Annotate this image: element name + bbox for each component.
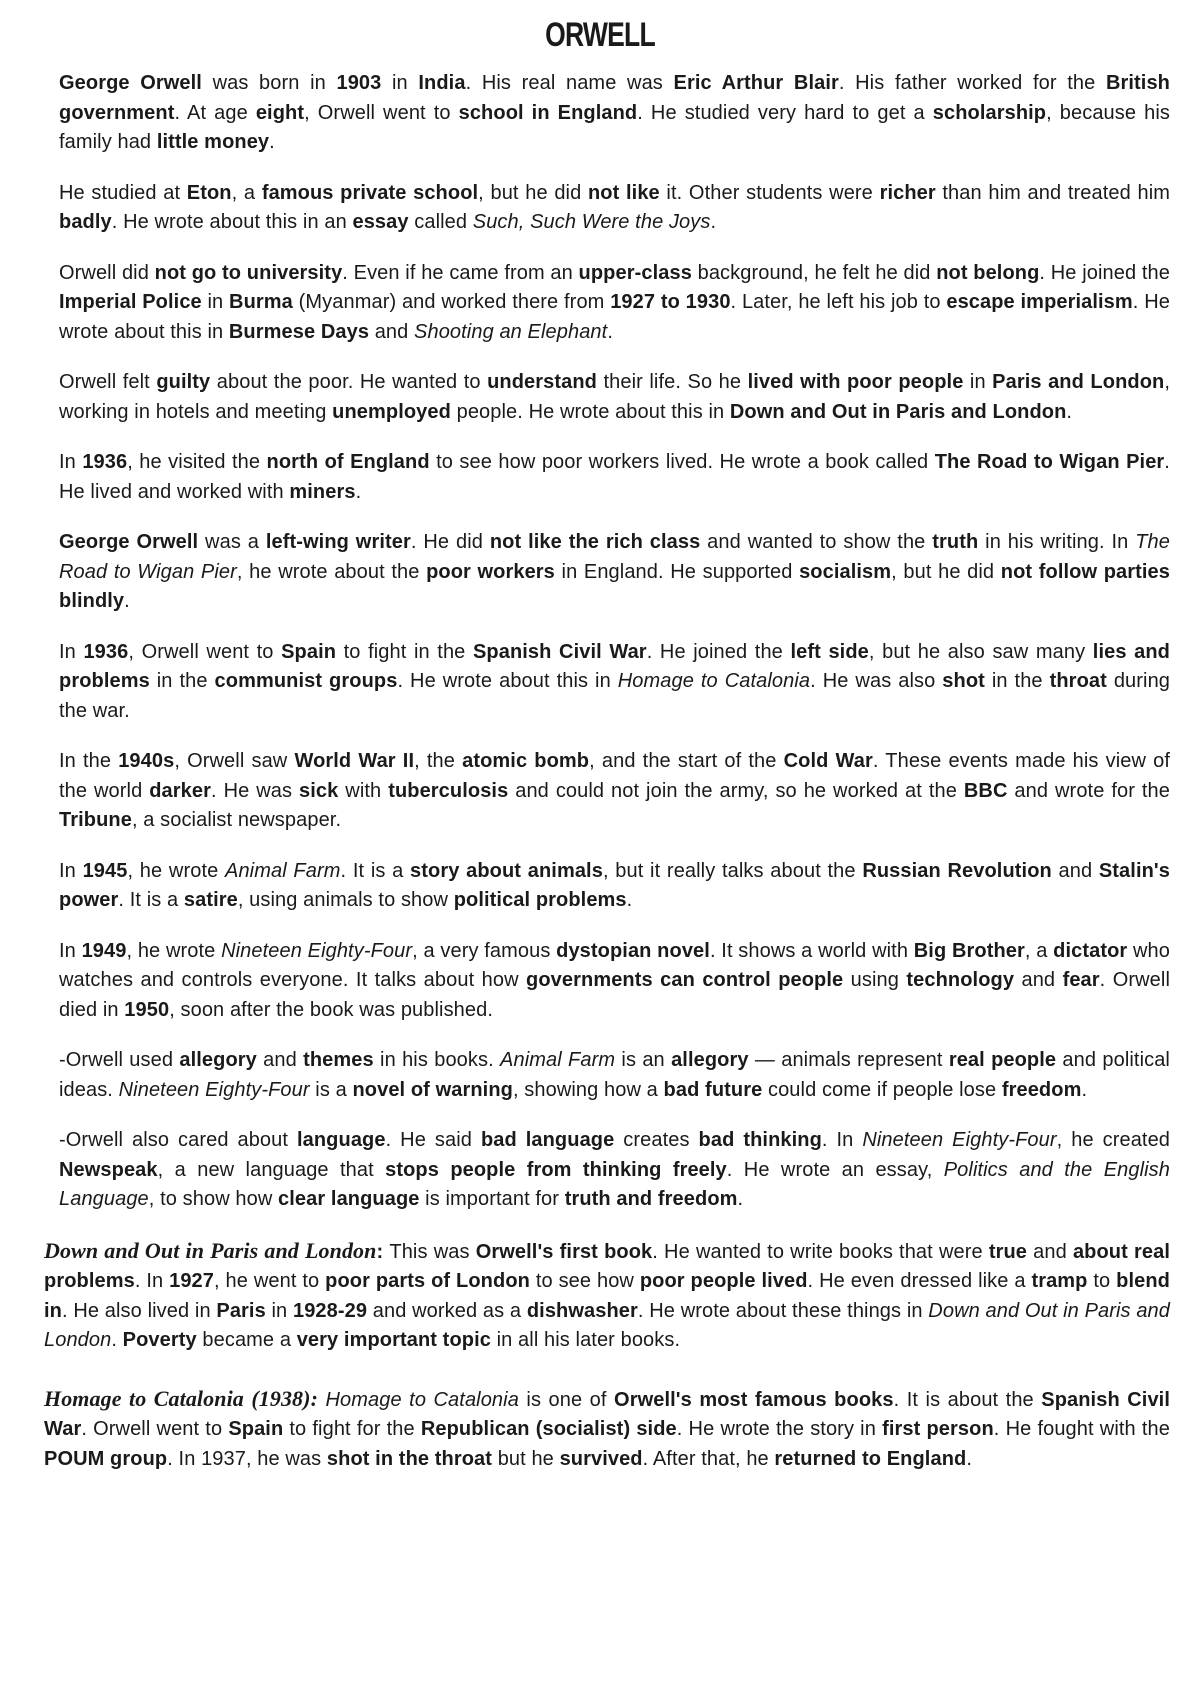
text-run: -Orwell also cared about [59, 1129, 297, 1151]
paragraph [0, 368, 1200, 427]
text-run: was born in [201, 72, 337, 94]
text-run: badly [59, 211, 112, 233]
text-run: . He wrote about these things in [637, 1299, 929, 1322]
text-run: is a [309, 1078, 353, 1101]
text-run: In [59, 939, 82, 962]
text-run: In [59, 859, 83, 882]
text-run: than him and treated him [935, 181, 1171, 204]
text-run: called [408, 211, 473, 233]
text-run: . At age [174, 101, 256, 124]
text-run: and worked as a [367, 1299, 527, 1322]
text-run: Republican (socialist) side [420, 1418, 677, 1440]
text-run: not like the rich class [489, 531, 701, 553]
text-run: bad future [663, 1078, 763, 1101]
text-run: Nineteen Eighty-Four [221, 939, 413, 962]
text-run: governments can control people [526, 969, 844, 991]
text-run: in his writing. In [978, 531, 1136, 553]
text-run: richer [879, 181, 936, 204]
text-run: in [381, 72, 419, 94]
text-run: left side [790, 640, 869, 663]
text-run: , a socialist newspaper. [131, 809, 342, 831]
text-run: 1936 [83, 640, 129, 663]
text-run: . [626, 889, 633, 911]
text-run: 1927 [169, 1270, 215, 1292]
text-run: and could not join the army, so he worked at the [508, 779, 964, 802]
text-run: in all his later books. [490, 1329, 681, 1351]
text-run: truth [932, 531, 979, 553]
text-run: became a [196, 1329, 297, 1351]
text-run: . [710, 211, 717, 233]
text-run: tramp [1031, 1270, 1088, 1292]
text-run: BBC [963, 779, 1008, 802]
text-run: . He lived and worked with [59, 451, 1170, 503]
text-run: and [1014, 969, 1063, 991]
text-run: , soon after the book was published. [169, 998, 494, 1021]
text-run: . He wrote about this in [59, 291, 1170, 343]
text-run: Paris and London [992, 371, 1165, 393]
text-run: . In [134, 1270, 170, 1292]
text-run: is one of [518, 1388, 615, 1411]
section-heading: Down and Out in Paris and London [44, 1237, 377, 1263]
text-run: scholarship [932, 101, 1047, 124]
text-run: Down and Out in Paris and London [44, 1299, 1171, 1351]
text-run: unemployed [332, 400, 451, 423]
text-run: Animal Farm [225, 859, 341, 882]
text-run: Orwell's first book [475, 1240, 653, 1263]
text-run: . [355, 480, 362, 503]
text-run: In the [59, 750, 119, 772]
text-run: , a [1024, 939, 1054, 962]
page-title: ORWELL [545, 16, 655, 54]
text-run: bad language [480, 1129, 615, 1151]
text-run: The Road to Wigan Pier [59, 531, 1170, 583]
text-run: George Orwell [59, 72, 202, 94]
paragraph [0, 937, 1200, 1026]
text-run: . He studied very hard to get a [637, 101, 933, 124]
text-run: . He was also [810, 670, 943, 692]
text-run: , Orwell went to [304, 101, 459, 124]
text-run: eight [255, 101, 305, 124]
text-run: 1903 [336, 72, 382, 94]
text-run: very important topic [296, 1329, 491, 1351]
text-run: clear language [278, 1188, 420, 1210]
text-run: . Later, he left his job to [730, 291, 947, 313]
text-run: Nineteen Eighty-Four [862, 1129, 1057, 1151]
text-run: their life. So he [597, 371, 748, 393]
text-run: . He wrote about this in an [111, 211, 353, 233]
text-run: north of England [266, 451, 430, 473]
paragraph [0, 638, 1200, 727]
section-heading: Homage to Catalonia (1938): [44, 1385, 318, 1411]
text-run: Spain [281, 640, 337, 663]
text-run: blend in [44, 1270, 1170, 1322]
text-run: -Orwell used [59, 1049, 180, 1071]
text-run: . [737, 1188, 744, 1210]
text-run: in England. He supported [554, 560, 800, 583]
text-run: returned to England [774, 1447, 967, 1470]
text-run: throat [1049, 670, 1107, 692]
text-run: in [963, 371, 993, 393]
text-run: and political ideas. [59, 1049, 1170, 1101]
text-run: Paris [216, 1299, 266, 1322]
text-run: to fight in the [336, 640, 473, 663]
text-run: upper-class [578, 261, 692, 284]
text-run: and [1027, 1240, 1073, 1263]
text-run: Down and Out in Paris and London [729, 400, 1067, 423]
text-run: creates [614, 1129, 699, 1151]
text-run: allegory [671, 1049, 749, 1071]
text-run: school in England [458, 101, 638, 124]
text-run: Eton [186, 181, 232, 204]
text-run: during the war. [59, 670, 1171, 722]
text-run: background, he felt he did [691, 261, 937, 284]
text-run: with [338, 779, 389, 802]
text-run: — animals represent [748, 1049, 949, 1071]
text-run: 1928-29 [292, 1299, 368, 1322]
text-run: stops people from thinking freely [385, 1158, 727, 1181]
text-run: , the [414, 750, 463, 772]
text-run: . He also lived in [61, 1299, 217, 1322]
text-run: understand [487, 371, 597, 393]
text-run: survived [559, 1447, 643, 1470]
text-run: . It is a [118, 889, 184, 911]
paragraph [0, 69, 1200, 158]
book-sections [0, 1236, 1200, 1475]
text-run: dictator [1053, 939, 1128, 962]
text-run: lived with poor people [747, 371, 964, 393]
text-run: Tribune [59, 809, 132, 831]
text-run: , he wrote [127, 859, 226, 882]
text-run: Homage to Catalonia [617, 670, 811, 692]
text-run: : [376, 1240, 390, 1263]
text-run: Spanish Civil War [472, 640, 647, 663]
text-run: In [59, 640, 84, 663]
text-run: Spanish Civil War [44, 1388, 1170, 1440]
paragraph [0, 747, 1200, 836]
text-run: , a new language that [157, 1158, 386, 1181]
text-run: . [1066, 400, 1073, 423]
text-run: In [59, 451, 83, 473]
text-run: 1945 [82, 859, 128, 882]
text-run: . It shows a world with [709, 939, 914, 962]
paragraph [0, 857, 1200, 916]
text-run: essay [352, 211, 409, 233]
text-run: . He did [410, 531, 490, 553]
text-run: . These events made his view of the world [59, 750, 1171, 802]
text-run: Eric Arthur Blair [673, 72, 839, 94]
text-run: , he went to [214, 1270, 326, 1292]
text-run: Orwell felt [59, 371, 157, 393]
text-run: . He wanted to write books that were [652, 1240, 989, 1263]
text-run: and [1051, 859, 1099, 882]
text-run: . [269, 131, 275, 153]
text-run: This was [389, 1240, 476, 1263]
text-run: left-wing writer [265, 531, 411, 553]
text-run: in his books. [373, 1049, 501, 1071]
text-run: Orwell's most famous books [614, 1388, 894, 1411]
text-run: and wrote for the [1007, 779, 1170, 802]
paragraph [0, 259, 1200, 348]
text-run: . He was [211, 779, 300, 802]
text-run: and [256, 1049, 304, 1071]
text-run: , he created [1056, 1129, 1171, 1151]
text-run: , showing how a [512, 1078, 664, 1101]
text-run: . Even if he came from an [342, 261, 579, 284]
text-run: in [201, 291, 230, 313]
text-run: . He wrote an essay, [726, 1158, 944, 1181]
text-run: language [296, 1129, 386, 1151]
text-run: . His real name was [465, 72, 674, 94]
text-run: Russian Revolution [862, 859, 1052, 882]
text-run: 1940s [118, 750, 175, 772]
text-run: satire [183, 889, 238, 911]
text-run: communist groups [214, 670, 398, 692]
text-run: The Road to Wigan Pier [934, 451, 1165, 473]
text-run: real people [948, 1049, 1057, 1071]
text-run: to fight for the [283, 1418, 421, 1440]
text-run: shot [942, 670, 985, 692]
text-run: . His father worked for the [838, 72, 1106, 94]
text-run: . He wrote about this in [397, 670, 618, 692]
text-run: not like [587, 181, 660, 204]
text-run: in the [984, 670, 1050, 692]
text-run: it. Other students were [659, 181, 880, 204]
text-run: , a very famous [412, 939, 557, 962]
text-run: poor workers [426, 560, 555, 583]
text-run: , he wrote about the [236, 560, 427, 583]
text-run: , using animals to show [237, 889, 454, 911]
text-run: atomic bomb [462, 750, 590, 772]
text-run: is important for [419, 1188, 565, 1210]
text-run: . He joined the [1039, 261, 1170, 284]
text-run: . It is about the [893, 1388, 1042, 1411]
text-run: poor parts of London [325, 1270, 530, 1292]
text-run: . Orwell went to [81, 1418, 229, 1440]
text-run: allegory [179, 1049, 257, 1071]
text-run: darker [149, 779, 211, 802]
text-run: , but he also saw many [868, 640, 1093, 663]
text-run: Shooting an Elephant [414, 320, 608, 343]
text-run: 1927 to 1930 [610, 291, 731, 313]
text-run: . In [821, 1129, 863, 1151]
text-run: World War II [294, 750, 415, 772]
text-run: . [966, 1447, 972, 1470]
text-run: 1950 [124, 998, 170, 1021]
paragraph [0, 448, 1200, 507]
text-run: 1949 [81, 939, 127, 962]
text-run: Cold War [783, 750, 873, 772]
text-run: , Orwell saw [174, 750, 295, 772]
text-run: , because his family had [59, 101, 1170, 153]
body-paragraphs [0, 69, 1200, 1215]
text-run: . [111, 1329, 123, 1351]
text-run: Animal Farm [500, 1049, 616, 1071]
text-run: poor people lived [639, 1270, 808, 1292]
text-run: people. He wrote about this in [450, 400, 730, 423]
text-run: . He fought with the [993, 1418, 1170, 1440]
text-run: . After that, he [642, 1447, 775, 1470]
text-run: novel of warning [352, 1078, 513, 1101]
text-run: not follow parties blindly [59, 560, 1170, 612]
text-run: , but he did [478, 181, 588, 204]
text-run: He studied at [59, 181, 187, 204]
text-run: Such, Such Were the Joys [472, 211, 711, 233]
text-run: , he wrote [126, 939, 222, 962]
text-run: Imperial Police [59, 291, 202, 313]
text-run: freedom [1001, 1078, 1082, 1101]
text-run: famous private school [261, 181, 479, 204]
text-run: who watches and controls everyone. It talks about how [59, 939, 1170, 991]
text-run: about the poor. He wanted to [210, 371, 488, 393]
text-run: sick [299, 779, 339, 802]
text-run: was a [198, 531, 266, 553]
text-run: about real problems [44, 1240, 1171, 1292]
text-run: . He even dressed like a [807, 1270, 1032, 1292]
text-run: dishwasher [526, 1299, 638, 1322]
text-run: and [369, 320, 415, 343]
text-run: but he [492, 1447, 560, 1470]
text-run: Burmese Days [228, 320, 370, 343]
paragraph [0, 528, 1200, 617]
text-run: . [607, 320, 613, 343]
text-run: , but he did [891, 560, 1001, 583]
text-run: POUM group [44, 1447, 168, 1470]
text-run: socialism [799, 560, 892, 583]
text-run: lies and problems [59, 640, 1170, 692]
text-run: 1936 [82, 451, 128, 473]
text-run: Poverty [122, 1329, 197, 1351]
text-run: is an [615, 1049, 672, 1071]
text-run: Politics and the English Language [59, 1158, 1170, 1210]
text-run: British government [59, 72, 1170, 124]
text-run: fear [1062, 969, 1100, 991]
text-run: Big Brother [913, 939, 1025, 962]
text-run: to see how [529, 1270, 640, 1292]
paragraph [0, 179, 1200, 238]
paragraph [0, 1046, 1200, 1105]
text-run: , working in hotels and meeting [59, 371, 1171, 423]
text-run: Newspeak [59, 1158, 158, 1181]
text-run: themes [303, 1049, 374, 1071]
text-run: (Myanmar) and worked there from [292, 291, 611, 313]
text-run: and wanted to show the [700, 531, 933, 553]
text-run: true [988, 1240, 1028, 1263]
text-run: , he visited the [127, 451, 267, 473]
text-run: technology [906, 969, 1015, 991]
text-run: Orwell did [59, 261, 155, 284]
text-run: , a [231, 181, 262, 204]
text-run: dystopian novel [556, 939, 710, 962]
text-run: to [1087, 1270, 1117, 1292]
text-run: India [418, 72, 466, 94]
text-run: little money [156, 131, 270, 153]
text-run: Burma [229, 291, 293, 313]
paragraph [0, 1126, 1200, 1215]
text-run: . He said [385, 1129, 481, 1151]
text-run: . He joined the [646, 640, 791, 663]
text-run: , but it really talks about the [602, 859, 863, 882]
text-run: miners [289, 480, 356, 503]
text-run: . In 1937, he was [167, 1447, 327, 1470]
text-run: could come if people lose [762, 1078, 1002, 1101]
text-run: not go to university [154, 261, 343, 284]
text-run: shot in the throat [326, 1447, 493, 1470]
text-run: in [265, 1299, 293, 1322]
text-run: Spain [228, 1418, 284, 1440]
text-run: story about animals [410, 859, 603, 882]
text-run: , Orwell went to [128, 640, 282, 663]
text-run: , and the start of the [589, 750, 784, 772]
text-run: . [1081, 1078, 1088, 1101]
text-run: George Orwell [59, 531, 199, 553]
text-run: , to show how [148, 1188, 279, 1210]
text-run: tuberculosis [388, 779, 509, 802]
text-run: . He wrote the story in [676, 1418, 883, 1440]
text-run: truth and freedom [564, 1188, 738, 1210]
text-run: escape imperialism [946, 291, 1133, 313]
text-run: using [843, 969, 907, 991]
text-run: . [124, 590, 130, 612]
text-run: not belong [936, 261, 1040, 284]
text-run: guilty [156, 371, 211, 393]
text-run: . Orwell died in [59, 969, 1170, 1021]
text-run: bad thinking [698, 1129, 822, 1151]
text-run: in the [149, 670, 215, 692]
text-run: Nineteen Eighty-Four [118, 1078, 310, 1101]
text-run: first person [882, 1418, 994, 1440]
text-run: Homage to Catalonia [325, 1388, 519, 1411]
book-section [0, 1384, 1200, 1475]
text-run: . It is a [340, 859, 411, 882]
text-run: to see how poor workers lived. He wrote a book called [429, 451, 935, 473]
text-run: Stalin's power [59, 859, 1170, 911]
book-section [0, 1236, 1200, 1356]
text-run: political problems [453, 889, 627, 911]
